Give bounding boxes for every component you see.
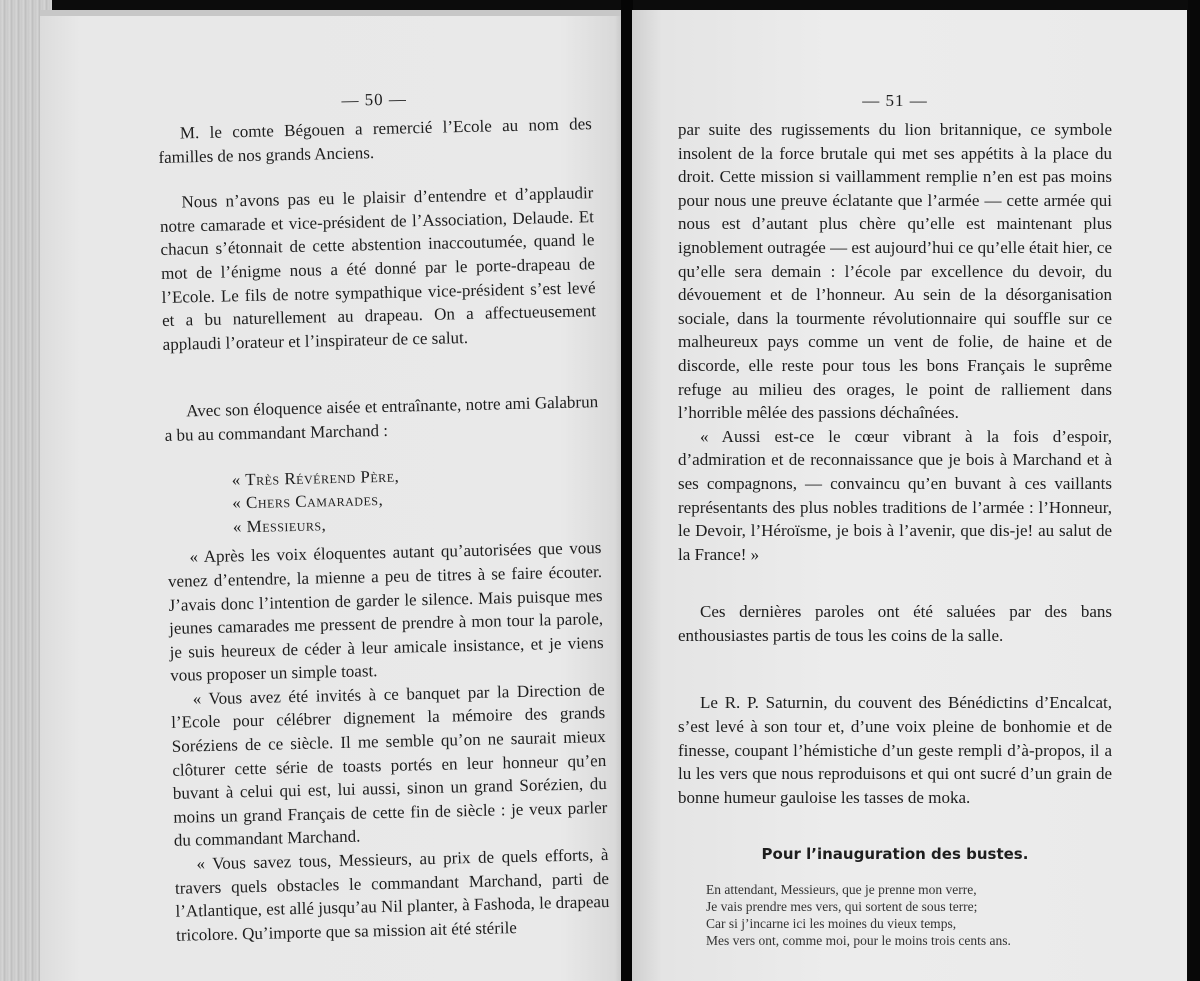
paragraph: M. le comte Bégouen a remercié l’Ecole au nom des familles de nos grands Anciens. bbox=[158, 114, 592, 167]
speech-paragraph: « Aussi est-ce le cœur vibrant à la fois d’espoir, d’admiration et de reconnaissance que je bois à Marchand et à ses compagnons, — convaincu qu’en buvant à ces vaillants représentants des plus nobles traditions de l’armée : l’Honneur, le Devoir, l’Héroïsme, je bois à l’avenir, que dis-je! au salut de la France! » bbox=[678, 426, 1112, 564]
salutation-line: « Très Révérend Père, bbox=[231, 466, 400, 489]
speech-paragraph: « Vous avez été invités à ce banquet par la Direction de l’Ecole pour célébrer dignement la mémoire des grands Soréziens de ce siècle. Il me semble qu’on ne saurait mieux clôturer cette série de toasts portés en leur honneur qu’en buvant à celui qui est, lui aussi, sinon un grand Sorézien, du moins un grand Français de cette fin de siècle : je veux parler du commandant Marchand. bbox=[171, 679, 608, 851]
page-number-right: — 51 — bbox=[862, 91, 928, 110]
speech-paragraph: par suite des rugissements du lion britannique, ce symbole insolent de la force brutale qui met ses appétits à la place du droit. Cette mission si vaillamment remplie n’en est pas moins pour nous une preuve éclatante que l’armée — cette armée qui nous est d’autant plus chère qu’elle est maintenant plus ignoblement outragée — est aujourd’hui ce qu’elle était hier, ce qu’elle sera demain : l’école par excellence du devoir, du dévouement et de l’honneur. Au sein de la désorganisation sociale, dans la tourmente révolutionnaire qui souffle sur ce malheureux pays comme un vent de folie, de haine et de discorde, elle reste pour tous les bons Français le suprême refuge au milieu des orages, le point de ralliement dans l’horrible mêlée des passions déchaînées. bbox=[678, 120, 1112, 423]
speech-paragraph: « Vous savez tous, Messieurs, au prix de quels efforts, à travers quels obstacles le commandant Marchand, parti de l’Atlantique, est allé jusqu’au Nil planter, à Fashoda, le drapeau tricolore. Qu’importe que sa mission ait été stérile bbox=[174, 844, 610, 945]
salutation-line: « Chers Camarades, bbox=[232, 490, 384, 513]
left-page-text bbox=[157, 84, 610, 947]
paragraph: Le R. P. Saturnin, du couvent des Bénédictins d’Encalcat, s’est levé à son tour et, d’une voix pleine de bonhomie et de finesse, coupant l’hémistiche d’un geste rempli d’à-propos, il a lu les vers que nous reproduisons et qui ont sucré d’un grain de bonne humeur gauloise les tasses de moka. bbox=[678, 693, 1112, 807]
poem-line: En attendant, Messieurs, que je prenne mon verre, bbox=[706, 882, 977, 898]
poem-line: Je vais prendre mes vers, qui sortent de sous terre; bbox=[706, 899, 978, 915]
salutation-line: « Messieurs, bbox=[232, 514, 327, 537]
poem-line: Car si j’incarne ici les moines du vieux temps, bbox=[706, 916, 957, 932]
poem-title: Pour l’inauguration des bustes. bbox=[761, 845, 1029, 864]
poem-line: Mes vers ont, comme moi, pour le moins trois cents ans. bbox=[706, 933, 1011, 949]
paragraph: Ces dernières paroles ont été saluées par des bans enthousiastes partis de tous les coins de la salle. bbox=[678, 602, 1112, 645]
page-number-left: — 50 — bbox=[341, 89, 408, 110]
right-page-text bbox=[678, 90, 1112, 949]
scan-border bbox=[1188, 0, 1200, 981]
paragraph: Nous n’avons pas eu le plaisir d’entendre et d’applaudir notre camarade et vice-président de l’Association, Delaude. Et chacun s’étonnait de cette abstention inaccoutumée, quand le mot de l’énigme nous a été donné par le porte-drapeau de l’Ecole. Le fils de notre sympathique vice-président s’est levé et a bu naturellement au drapeau. On a affectueusement applaudi l’orateur et l’inspirateur de ce salut. bbox=[159, 183, 597, 354]
poem bbox=[706, 881, 1112, 949]
speech-paragraph: « Après les voix éloquentes autant qu’autorisées que vous venez d’entendre, la mienne a peu de titres à se faire écouter. J’avais donc l’intention de garder le silence. Mais puisque mes jeunes camarades me pressent de prendre à mon tour la parole, je suis heureux de céder à leur amicale insistance, et je viens vous proposer un simple toast. bbox=[167, 538, 604, 686]
paragraph: Avec son éloquence aisée et entraînante, notre ami Galabrun a bu au commandant Marchand : bbox=[164, 392, 599, 445]
